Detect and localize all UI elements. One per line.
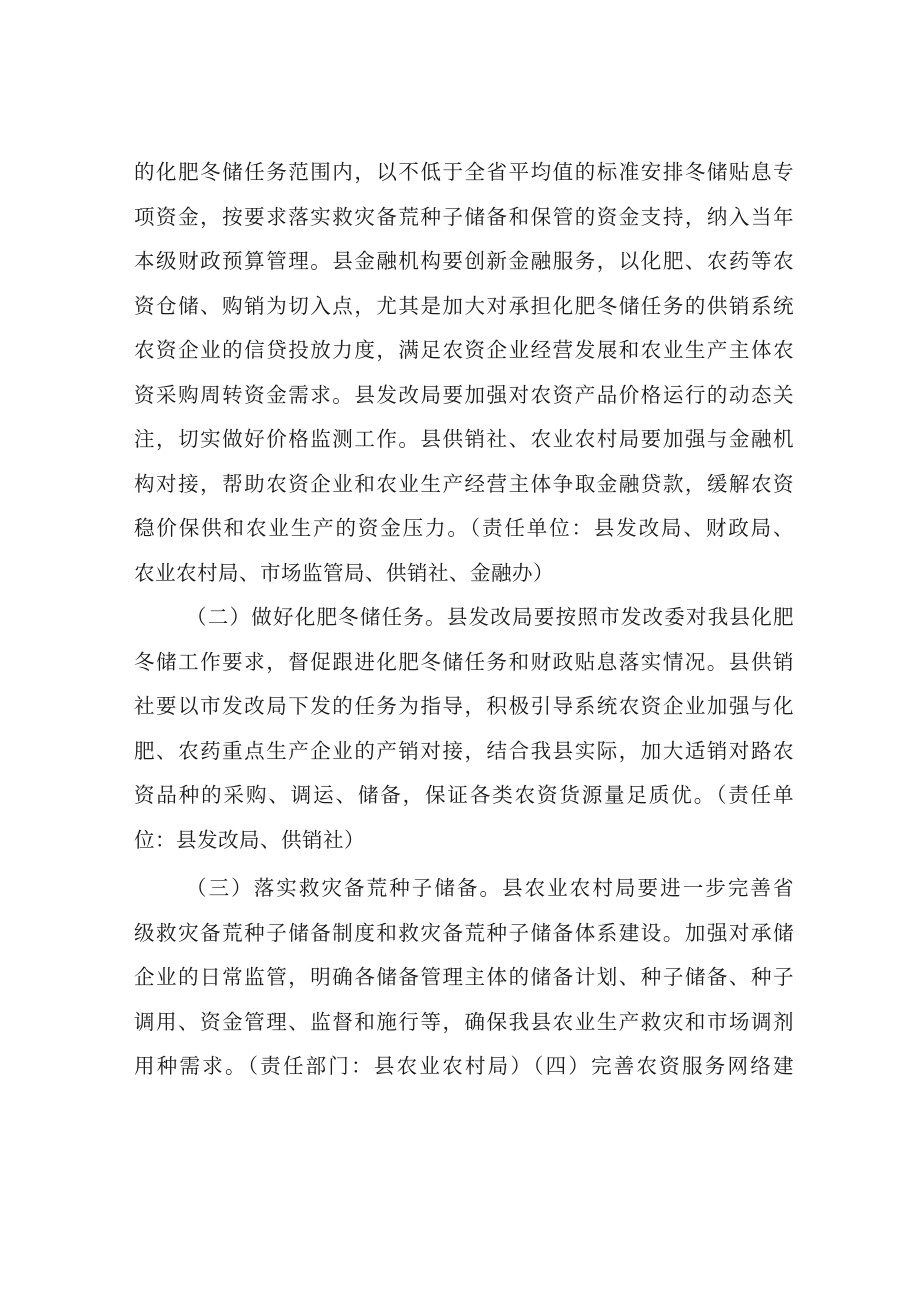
text-line: 构对接，帮助农资企业和农业生产经营主体争取金融贷款，缓解农资	[134, 471, 794, 496]
text-line: 调用、资金管理、监督和施行等，确保我县农业生产救灾和市场调剂	[134, 1009, 794, 1034]
text-line: 资采购周转资金需求。县发改局要加强对农资产品价格运行的动态关	[134, 382, 794, 407]
text-line: 企业的日常监管，明确各储备管理主体的储备计划、种子储备、种子	[134, 965, 794, 989]
text-line: 冬储工作要求，督促跟进化肥冬储任务和财政贴息落实情况。县供销	[134, 649, 794, 674]
text-line: 社要以市发改局下发的任务为指导，积极引导系统农资企业加强与化	[134, 694, 794, 718]
text-line: 农资企业的信贷投放力度，满足农资企业经营发展和农业生产主体农	[134, 338, 794, 362]
text-line: 项资金，按要求落实救灾备荒种子储备和保管的资金支持，纳入当年	[134, 204, 794, 229]
text-line: 稳价保供和农业生产的资金压力。（责任单位：县发改局、财政局、	[134, 516, 794, 540]
document-body	[134, 150, 794, 1089]
text-line: 注，切实做好价格监测工作。县供销社、农业农村局要加强与金融机	[134, 427, 794, 451]
text-line: 位：县发改局、供销社）	[134, 827, 365, 852]
text-line: 资品种的采购、调运、储备，保证各类农资货源量足质优。（责任单	[134, 783, 794, 807]
text-line: 本级财政预算管理。县金融机构要创新金融服务，以化肥、农药等农	[134, 249, 794, 273]
section-heading-line: （三）落实救灾备荒种子储备。县农业农村局要进一步完善省	[186, 876, 794, 900]
text-line: 用种需求。（责任部门：县农业农村局）（四）完善农资服务网络建	[134, 1054, 794, 1078]
text-line: 肥、农药重点生产企业的产销对接，结合我县实际，加大适销对路农	[134, 738, 794, 763]
text-line: 的化肥冬储任务范围内，以不低于全省平均值的标准安排冬储贴息专	[134, 160, 794, 184]
text-line: 级救灾备荒种子储备制度和救灾备荒种子储备体系建设。加强对承储	[134, 920, 794, 945]
text-line: 农业农村局、市场监管局、供销社、金融办）	[134, 560, 554, 585]
section-heading-line: （二）做好化肥冬储任务。县发改局要按照市发改委对我县化肥	[186, 605, 794, 629]
text-line: 资仓储、购销为切入点，尤其是加大对承担化肥冬储任务的供销系统	[134, 293, 794, 318]
